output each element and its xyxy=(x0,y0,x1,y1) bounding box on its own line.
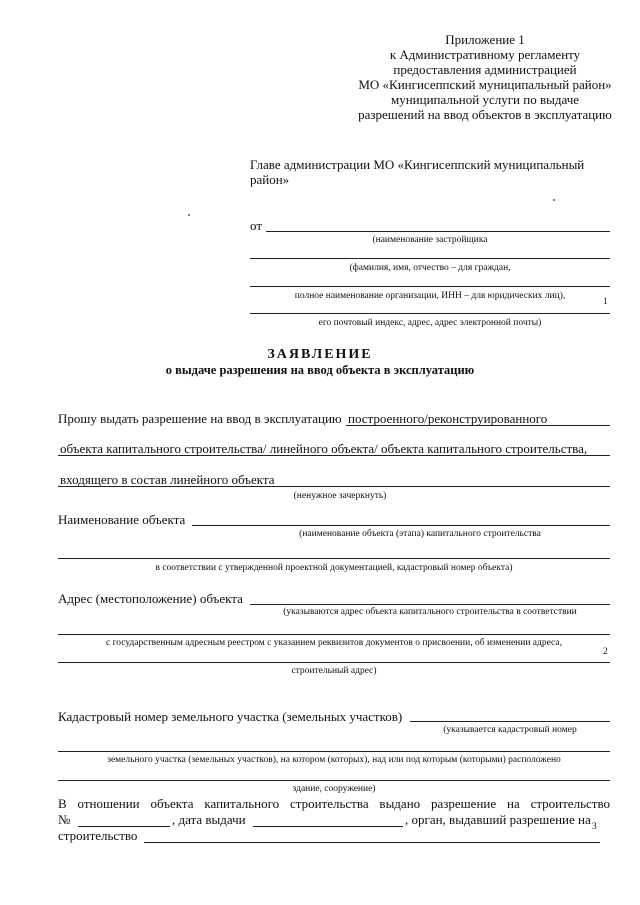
applicant-field-2[interactable] xyxy=(250,258,610,259)
cadastral-hint-2: земельного участка (земельных участков), на котором (которых), над или под которым (которыми) расположено xyxy=(107,755,561,765)
permit-number-field[interactable] xyxy=(78,826,170,827)
object-name-field[interactable] xyxy=(192,525,610,526)
permit-date-field[interactable] xyxy=(253,826,403,827)
cadastral-field[interactable] xyxy=(410,721,610,722)
permit-construction-label: строительство xyxy=(58,828,138,843)
object-type-fill-3: входящего в состав линейного объекта xyxy=(60,472,275,487)
applicant-field-4[interactable] xyxy=(250,313,610,314)
appendix-line-6: разрешений на ввод объектов в эксплуатацию xyxy=(358,107,612,122)
addressee-line-1: Главе администрации МО «Кингисеппский муниципальный xyxy=(250,157,585,172)
object-type-fill-2: объекта капитального строительства/ линейного объекта/ объекта капитального строительства, xyxy=(60,441,588,456)
address-field-2[interactable] xyxy=(58,634,610,635)
applicant-hint-3: полное наименование организации, ИНН – для юридических лиц), xyxy=(294,291,566,301)
object-name-hint-1: (наименование объекта (этапа) капитального строительства xyxy=(299,529,541,539)
address-hint-2: с государственным адресным реестром с указанием реквизитов документов о присвоении, об изменении адреса, xyxy=(106,638,562,648)
permit-line-1: В отношении объекта капитального строительства выдано разрешение на строительство xyxy=(58,796,610,811)
appendix-line-3: предоставления администрацией xyxy=(393,62,577,77)
applicant-field-3[interactable] xyxy=(250,286,610,287)
request-prefix: Прошу выдать разрешение на ввод в эксплуатацию xyxy=(58,411,342,426)
address-hint-1: (указываются адрес объекта капитального строительства в соответствии xyxy=(283,607,577,617)
cadastral-field-2[interactable] xyxy=(58,751,610,752)
address-label: Адрес (местоположение) объекта xyxy=(58,591,243,606)
cadastral-hint-3: здание, сооружение) xyxy=(292,784,376,794)
appendix-line-2: к Административному регламенту xyxy=(389,47,581,62)
cadastral-field-3[interactable] xyxy=(58,780,610,781)
object-type-fill-1: построенного/реконструированного xyxy=(348,411,548,426)
applicant-hint-4: его почтовый индекс, адрес, адрес электронной почты) xyxy=(318,318,542,328)
strike-hint: (ненужное зачеркнуть) xyxy=(293,491,387,501)
appendix-line-4: МО «Кингисеппский муниципальный район» xyxy=(358,77,612,92)
address-field-3[interactable] xyxy=(58,662,610,663)
footnote-1: 1 xyxy=(603,297,608,307)
appendix-header xyxy=(340,32,630,122)
addressee-block xyxy=(250,157,620,187)
permit-date-label: , дата выдачи xyxy=(172,812,246,827)
addressee-line-2: район» xyxy=(250,172,290,187)
appendix-line-1: Приложение 1 xyxy=(445,32,525,47)
scan-speck xyxy=(188,214,190,216)
footnote-3: 3 xyxy=(592,822,597,832)
cadastral-label: Кадастровый номер земельного участка (земельных участков) xyxy=(58,709,403,724)
object-name-field-2[interactable] xyxy=(58,558,610,559)
scan-speck xyxy=(553,199,555,201)
document-title: ЗАЯВЛЕНИЕ xyxy=(267,347,373,362)
address-field[interactable] xyxy=(250,604,610,605)
applicant-hint-2: (фамилия, имя, отчество – для граждан, xyxy=(349,263,511,273)
from-label: от xyxy=(250,218,263,233)
appendix-line-5: муниципальной услуги по выдаче xyxy=(390,92,580,107)
permit-organ-field[interactable] xyxy=(144,842,600,843)
address-hint-3: строительный адрес) xyxy=(291,666,377,676)
object-name-label: Наименование объекта xyxy=(58,512,186,527)
object-name-hint-2: в соответствии с утвержденной проектной документацией, кадастровый номер объекта) xyxy=(155,563,513,573)
footnote-2: 2 xyxy=(603,647,608,657)
permit-organ-label: , орган, выдавший разрешение на xyxy=(405,812,591,827)
applicant-hint-1: (наименование застройщика xyxy=(372,235,488,245)
document-subtitle: о выдаче разрешения на ввод объекта в эксплуатацию xyxy=(165,363,475,377)
cadastral-hint-1: (указывается кадастровый номер xyxy=(443,725,577,735)
permit-number-label: № xyxy=(58,812,71,827)
applicant-name-field[interactable] xyxy=(266,231,610,232)
